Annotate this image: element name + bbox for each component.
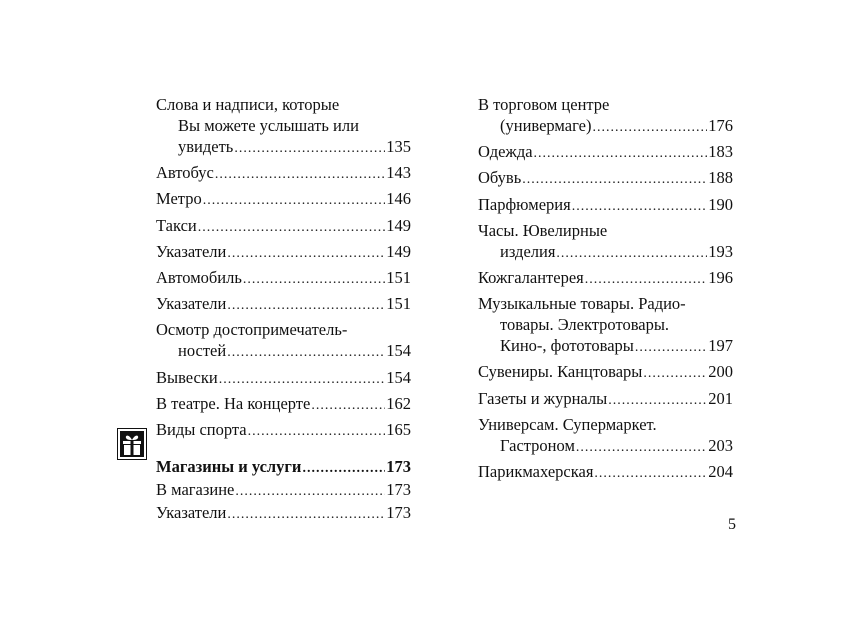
toc-entry-title-line: Слова и надписи, которые bbox=[156, 95, 340, 114]
toc-entry-page: 203 bbox=[708, 435, 733, 455]
toc-entry bbox=[156, 94, 411, 159]
dot-leader bbox=[643, 363, 707, 384]
toc-section-heading bbox=[156, 456, 411, 479]
toc-entry-title: В магазине bbox=[156, 479, 235, 499]
dot-leader bbox=[534, 143, 708, 164]
toc-entry bbox=[478, 293, 733, 358]
toc-entry-title: Парикмахерская bbox=[478, 461, 594, 481]
toc-entry-page: 183 bbox=[708, 142, 733, 162]
gift-icon bbox=[117, 428, 147, 460]
toc-entry-title: Вывески bbox=[156, 367, 218, 387]
toc-entry-page: 146 bbox=[386, 189, 411, 209]
page-number: 5 bbox=[728, 516, 736, 533]
toc-entry-title: В театре. На концерте bbox=[156, 393, 311, 413]
toc-entry-title: Метро bbox=[156, 189, 202, 209]
dot-leader bbox=[227, 504, 385, 525]
dot-leader bbox=[302, 458, 385, 479]
toc-entry-title-line: Музыкальные товары. Радио- bbox=[478, 294, 686, 314]
dot-leader bbox=[215, 164, 385, 185]
toc-entry-title: Гастроном bbox=[500, 435, 575, 455]
toc-entry-page: 173 bbox=[386, 479, 411, 499]
toc-entry-title: ностей bbox=[178, 341, 227, 361]
toc-entry-title: Виды спорта bbox=[156, 419, 247, 439]
toc-entry-page: 204 bbox=[708, 461, 733, 481]
dot-leader bbox=[203, 190, 386, 211]
toc-entry-page: 154 bbox=[386, 341, 411, 361]
toc-entry bbox=[478, 194, 733, 217]
toc-entry-title: (универмаге) bbox=[500, 116, 592, 135]
toc-entry-page: 201 bbox=[708, 388, 733, 408]
dot-leader bbox=[592, 117, 707, 138]
toc-entry bbox=[478, 388, 733, 411]
toc-entry-title: Автомобиль bbox=[156, 267, 242, 287]
dot-leader bbox=[572, 196, 708, 217]
toc-section-page: 173 bbox=[386, 456, 411, 476]
toc-entry-title-line: Вы можете услышать или bbox=[178, 116, 359, 135]
toc-entry-page: 188 bbox=[708, 168, 733, 188]
dot-leader bbox=[585, 269, 708, 290]
toc-entry bbox=[156, 502, 411, 525]
toc-entry-page: 154 bbox=[386, 367, 411, 387]
dot-leader bbox=[219, 369, 386, 390]
toc-entry bbox=[156, 241, 411, 264]
toc-entry-title: Указатели bbox=[156, 294, 227, 314]
toc-entry-page: 197 bbox=[708, 336, 733, 356]
toc-entry bbox=[156, 293, 411, 316]
toc-right-column bbox=[478, 94, 733, 487]
dot-leader bbox=[227, 342, 385, 363]
toc-entry bbox=[156, 367, 411, 390]
dot-leader bbox=[227, 243, 385, 264]
toc-entry bbox=[478, 220, 733, 264]
toc-entry bbox=[156, 267, 411, 290]
dot-leader bbox=[234, 138, 385, 159]
toc-entry-title: Кожгалантерея bbox=[478, 267, 584, 287]
toc-entry-title: Одежда bbox=[478, 142, 533, 162]
toc-entry bbox=[478, 461, 733, 484]
toc-entry-page: 193 bbox=[708, 241, 733, 261]
toc-entry bbox=[478, 267, 733, 290]
dot-leader bbox=[198, 217, 385, 238]
toc-entry bbox=[156, 319, 411, 363]
toc-entry-title: Автобус bbox=[156, 163, 214, 183]
dot-leader bbox=[227, 295, 385, 316]
toc-entry-title: Кино-, фототовары bbox=[500, 336, 634, 356]
toc-left-column bbox=[156, 94, 411, 525]
toc-entry-page: 196 bbox=[708, 267, 733, 287]
toc-entry bbox=[478, 361, 733, 384]
dot-leader bbox=[248, 421, 386, 442]
toc-entry-title: Парфюмерия bbox=[478, 194, 571, 214]
toc-entry-title: Указатели bbox=[156, 241, 227, 261]
toc-entry-title: изделия bbox=[500, 241, 556, 261]
toc-entry bbox=[156, 419, 411, 442]
toc-entry-title: Обувь bbox=[478, 168, 522, 188]
dot-leader bbox=[635, 337, 707, 358]
toc-entry-title: увидеть bbox=[178, 137, 234, 156]
dot-leader bbox=[608, 390, 707, 411]
toc-entry-page: 149 bbox=[386, 241, 411, 261]
toc-entry bbox=[156, 162, 411, 185]
toc-entry bbox=[156, 215, 411, 238]
dot-leader bbox=[576, 437, 707, 458]
toc-entry-title: Газеты и журналы bbox=[478, 388, 608, 408]
dot-leader bbox=[235, 481, 385, 502]
toc-entry-title-line: товары. Электротовары. bbox=[500, 315, 670, 335]
toc-entry-title: Указатели bbox=[156, 502, 227, 522]
toc-entry-page: 149 bbox=[386, 215, 411, 235]
toc-entry bbox=[478, 414, 733, 458]
toc-entry-page: 151 bbox=[386, 267, 411, 287]
dot-leader bbox=[243, 269, 385, 290]
toc-entry-page: 162 bbox=[386, 393, 411, 413]
dot-leader bbox=[522, 169, 707, 190]
toc-entry-page: 143 bbox=[386, 163, 411, 183]
toc-entry bbox=[156, 479, 411, 502]
toc-entry bbox=[478, 141, 733, 164]
toc-entry-title: Сувениры. Канцтовары bbox=[478, 362, 643, 382]
toc-entry-page: 135 bbox=[386, 137, 411, 156]
dot-leader bbox=[556, 243, 707, 264]
toc-entry-title-line: Универсам. Супермаркет. bbox=[478, 414, 657, 434]
toc-entry-page: 200 bbox=[708, 362, 733, 382]
toc-entry bbox=[156, 188, 411, 211]
toc-entry-title-line: Часы. Ювелирные bbox=[478, 220, 608, 240]
toc-entry bbox=[156, 393, 411, 416]
toc-entry-page: 165 bbox=[386, 419, 411, 439]
toc-entry bbox=[478, 167, 733, 190]
dot-leader bbox=[311, 395, 385, 416]
toc-entry-page: 176 bbox=[708, 116, 733, 135]
toc-entry-page: 151 bbox=[386, 294, 411, 314]
toc-entry-page: 173 bbox=[386, 502, 411, 522]
toc-entry-title: Такси bbox=[156, 215, 197, 235]
toc-section-title: Магазины и услуги bbox=[156, 456, 302, 476]
dot-leader bbox=[594, 463, 707, 484]
toc-entry-page: 190 bbox=[708, 194, 733, 214]
toc-entry bbox=[478, 94, 733, 138]
toc-entry-title-line: Осмотр достопримечатель- bbox=[156, 320, 348, 340]
toc-entry-title-line: В торговом центре bbox=[478, 95, 610, 114]
